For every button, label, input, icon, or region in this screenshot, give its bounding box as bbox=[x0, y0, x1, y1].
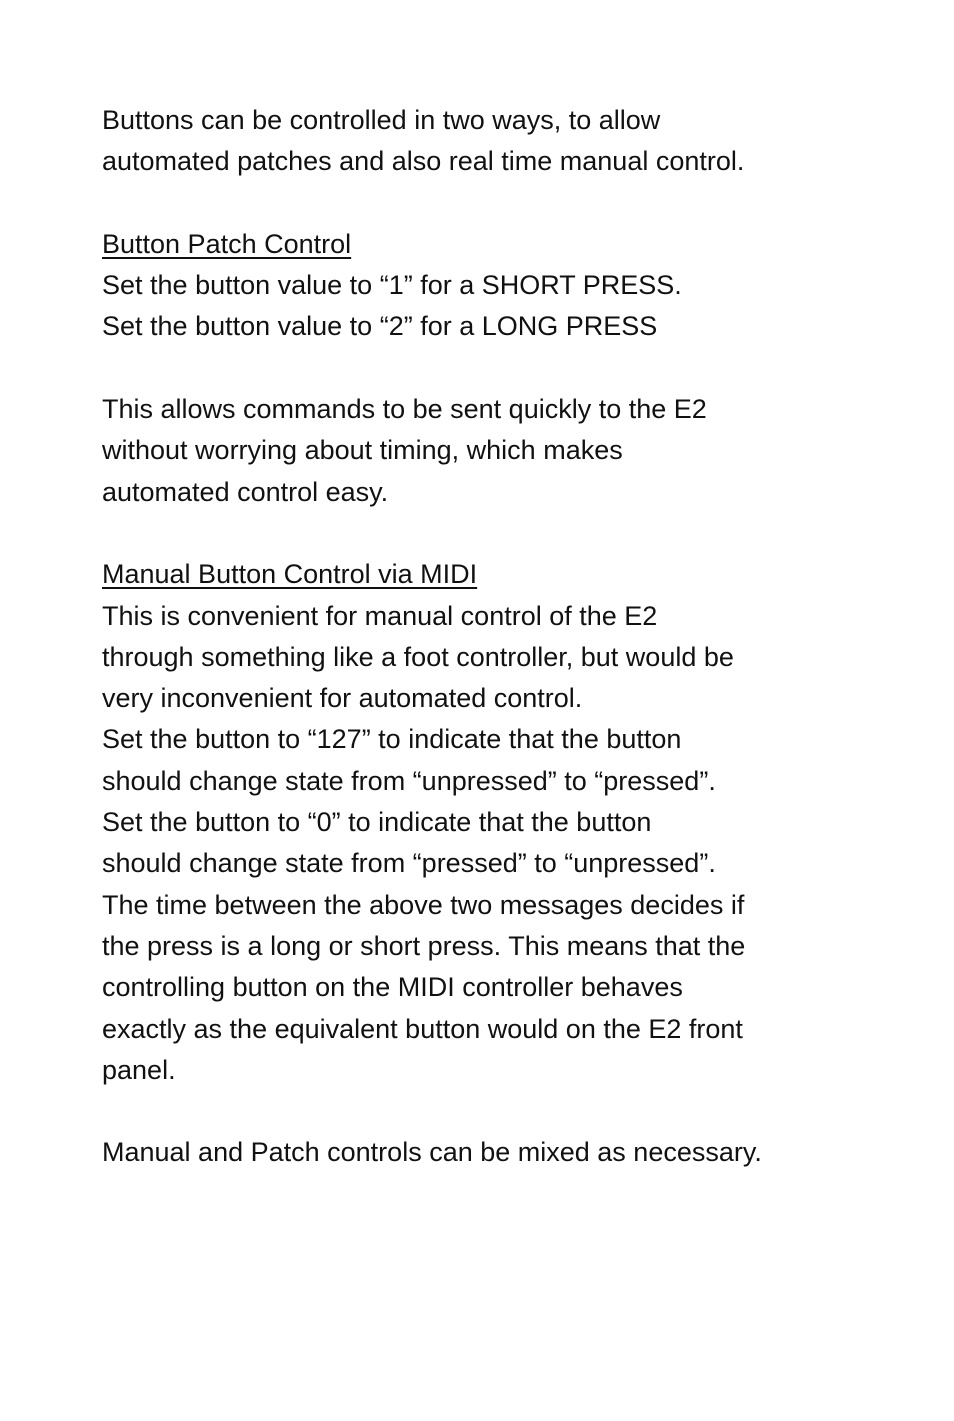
manual-control-heading: Manual Button Control via MIDI bbox=[102, 559, 478, 590]
manual-control-line: exactly as the equivalent button would on the E2 front bbox=[102, 1013, 743, 1044]
intro-paragraph bbox=[102, 100, 902, 183]
manual-control-line: The time between the above two messages decides if bbox=[102, 889, 745, 920]
manual-control-line: Set the button to “0” to indicate that the button bbox=[102, 807, 652, 838]
document-page bbox=[102, 100, 902, 1174]
manual-control-line: should change state from “unpressed” to “pressed”. bbox=[102, 765, 716, 796]
manual-control-line: very inconvenient for automated control. bbox=[102, 683, 583, 714]
manual-control-line: panel. bbox=[102, 1054, 176, 1085]
paragraph-spacer bbox=[102, 348, 902, 389]
manual-control-section bbox=[102, 554, 902, 1091]
closing-line: Manual and Patch controls can be mixed as necessary. bbox=[102, 1137, 762, 1168]
patch-control-section bbox=[102, 224, 902, 348]
patch-note-line: without worrying about timing, which makes bbox=[102, 435, 623, 466]
closing-paragraph bbox=[102, 1132, 902, 1173]
manual-control-line: controlling button on the MIDI controller behaves bbox=[102, 972, 683, 1003]
patch-note-line: This allows commands to be sent quickly to the E2 bbox=[102, 394, 707, 425]
patch-note-paragraph bbox=[102, 389, 902, 513]
manual-control-line: through something like a foot controller, but would be bbox=[102, 641, 734, 672]
patch-control-line: Set the button value to “1” for a SHORT PRESS. bbox=[102, 270, 682, 301]
manual-control-line: This is convenient for manual control of the E2 bbox=[102, 600, 658, 631]
paragraph-spacer bbox=[102, 513, 902, 554]
manual-control-line: Set the button to “127” to indicate that the button bbox=[102, 724, 682, 755]
intro-line: Buttons can be controlled in two ways, to allow bbox=[102, 105, 661, 135]
patch-note-line: automated control easy. bbox=[102, 476, 389, 507]
paragraph-spacer bbox=[102, 183, 902, 224]
patch-control-heading: Button Patch Control bbox=[102, 228, 352, 259]
manual-control-line: should change state from “pressed” to “unpressed”. bbox=[102, 848, 716, 879]
paragraph-spacer bbox=[102, 1091, 902, 1132]
manual-control-line: the press is a long or short press. This means that the bbox=[102, 930, 746, 961]
patch-control-line: Set the button value to “2” for a LONG PRESS bbox=[102, 311, 658, 342]
intro-line: automated patches and also real time manual control. bbox=[102, 146, 745, 177]
